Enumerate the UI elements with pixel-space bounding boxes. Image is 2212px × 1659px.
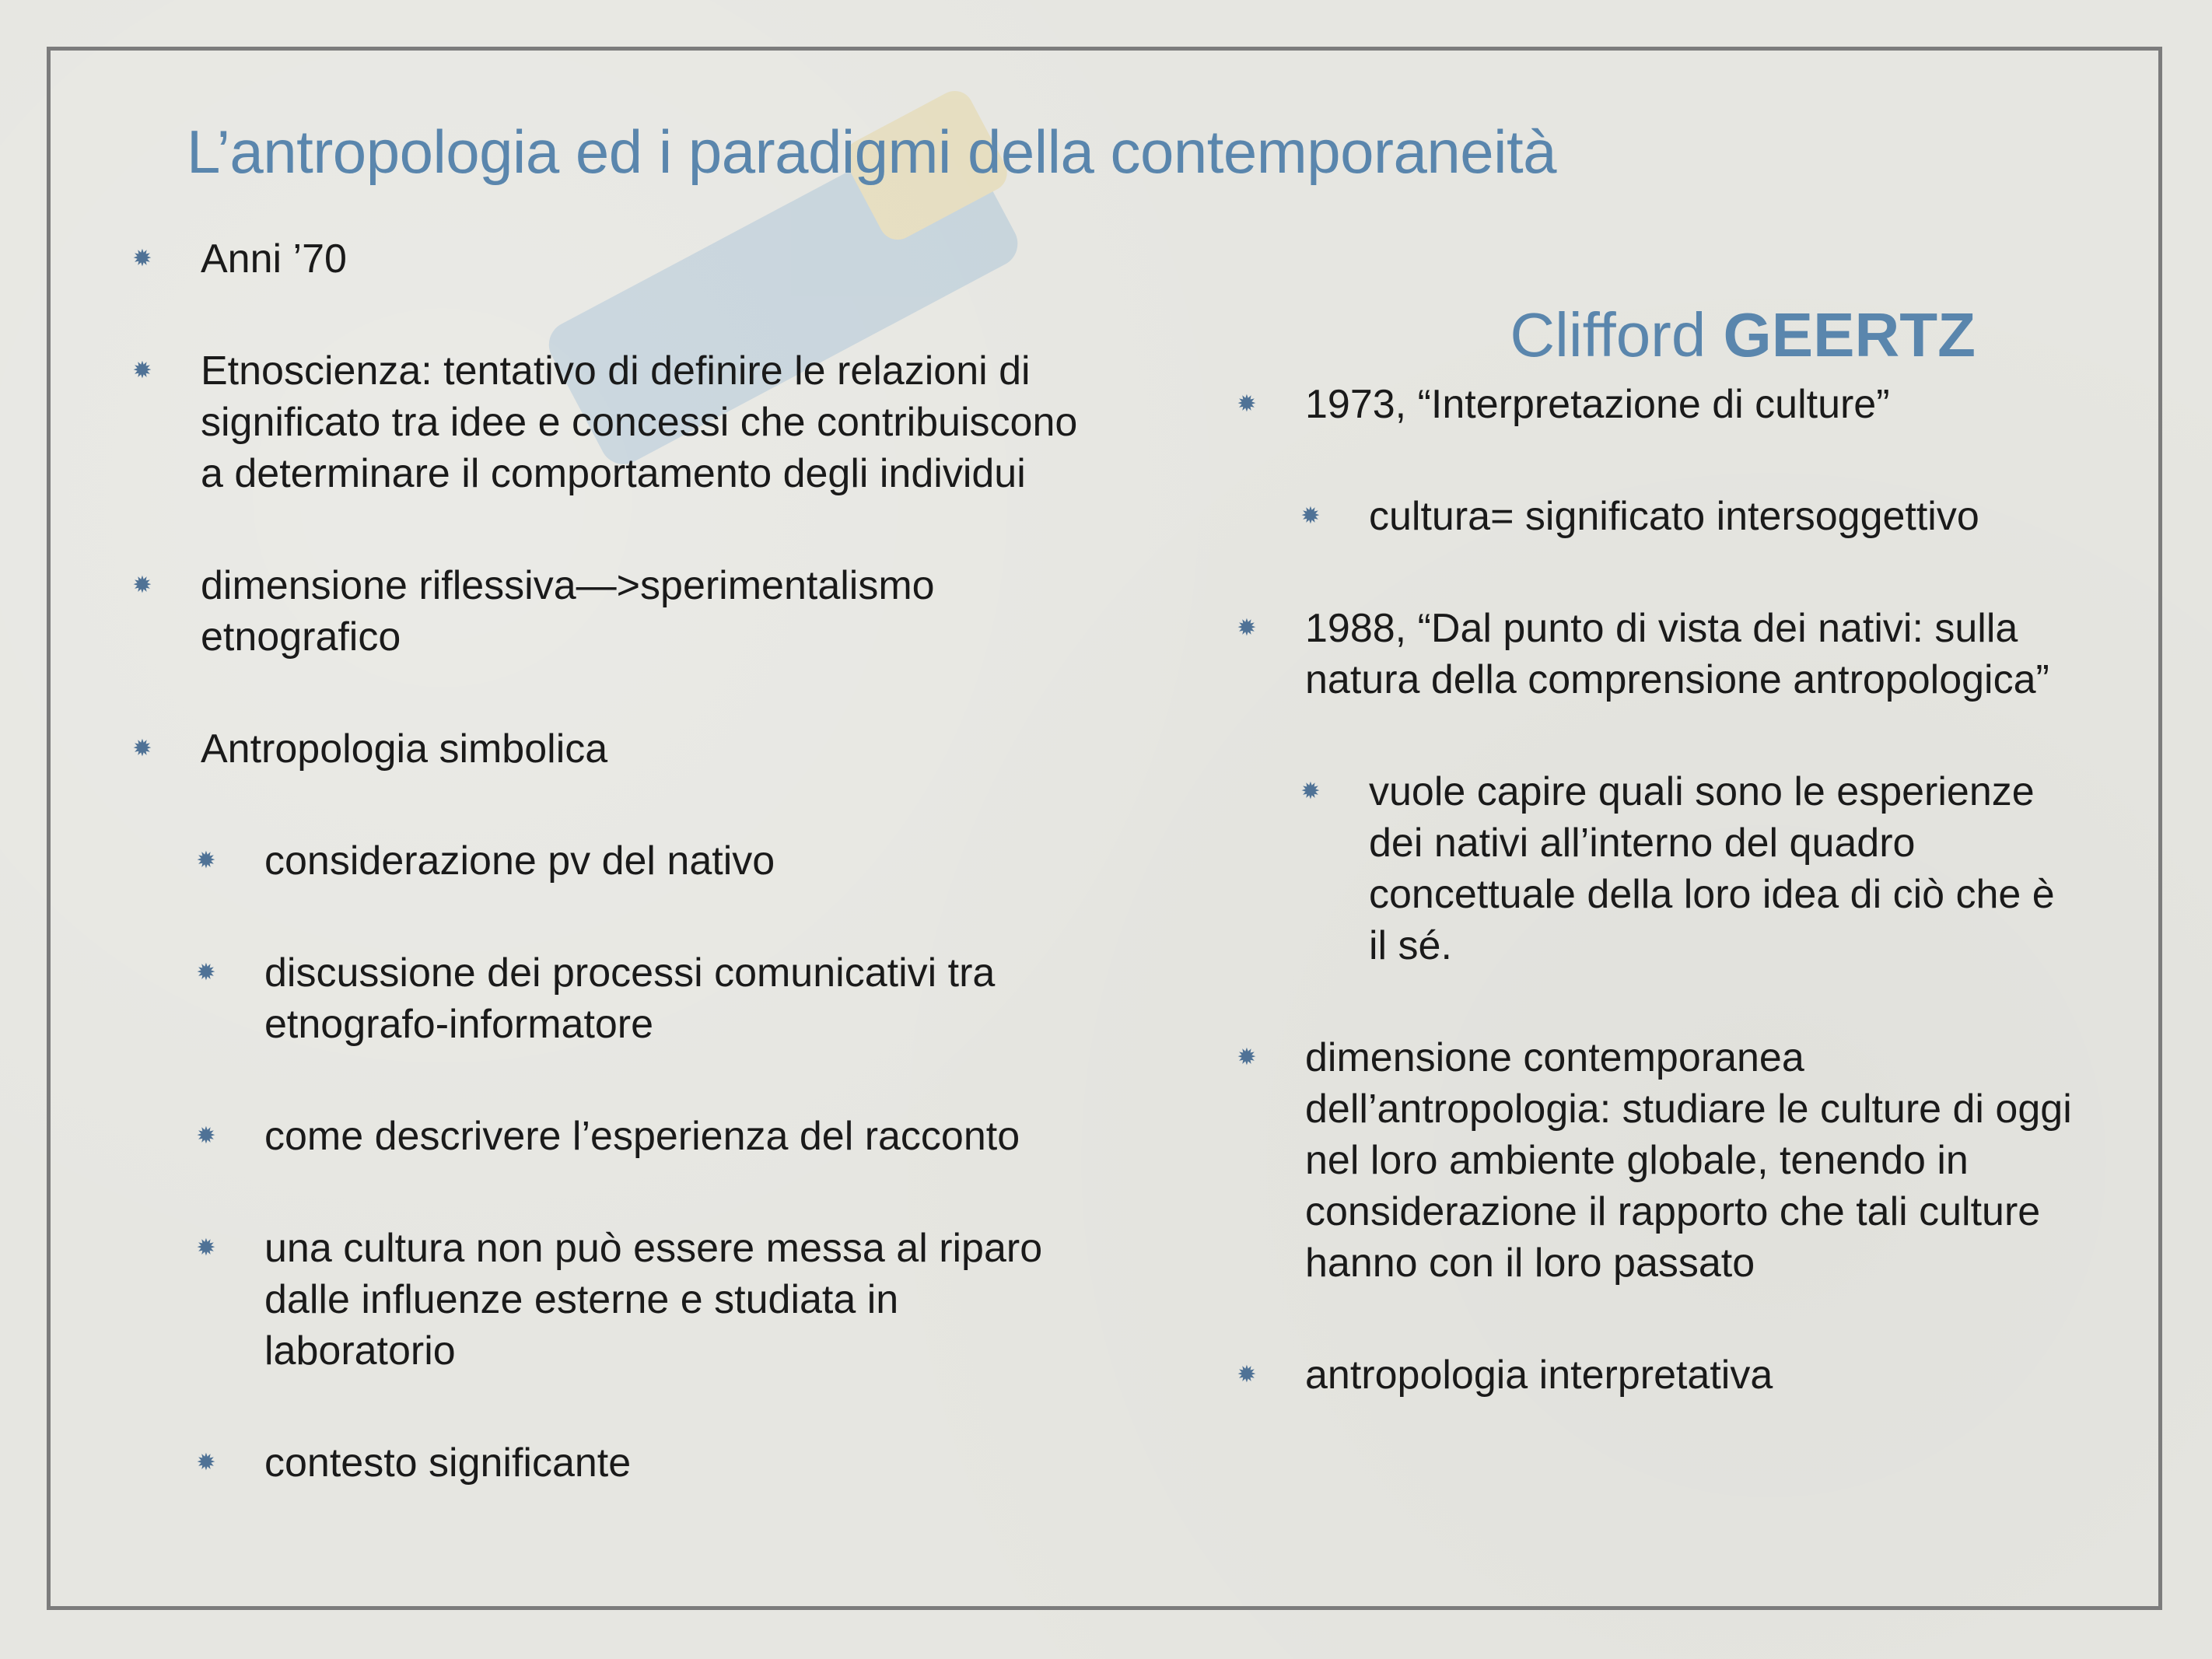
asterisk-bullet-icon: ✹: [132, 736, 152, 761]
asterisk-bullet-icon: ✹: [1300, 503, 1321, 529]
asterisk-bullet-icon: ✹: [196, 1235, 216, 1261]
left-column: [132, 233, 1097, 1489]
list-item-text: dimensione contemporanea dell’antropologia: studiare le culture di oggi nel loro ambiente globale, tenendo in considerazione il rapporto che tali culture hanno con il loro passato: [1305, 1035, 2072, 1286]
asterisk-bullet-icon: ✹: [196, 1450, 216, 1475]
list-item-text: una cultura non può essere messa al riparo dalle influenze esterne e studiata in laboratorio: [264, 1226, 1043, 1374]
list-item: [132, 345, 1097, 499]
asterisk-bullet-icon: ✹: [196, 1123, 216, 1149]
list-item-text: Etnoscienza: tentativo di definire le relazioni di significato tra idee e concessi che contribuiscono a determinare il comportamento degli individui: [201, 348, 1078, 496]
list-item-text: contesto significante: [264, 1440, 632, 1486]
list-item-sub: [1237, 766, 2077, 971]
list-item-sub: [132, 947, 1097, 1050]
list-item: [1237, 1349, 2077, 1401]
asterisk-bullet-icon: ✹: [196, 848, 216, 873]
list-item-text: considerazione pv del nativo: [264, 838, 775, 884]
right-heading: [1237, 299, 1976, 371]
list-item-text: 1988, “Dal punto di vista dei nativi: sulla natura della comprensione antropologica”: [1305, 606, 2049, 702]
list-item: [1237, 379, 2077, 430]
asterisk-bullet-icon: ✹: [1237, 1362, 1257, 1388]
list-item-sub: [132, 1437, 1097, 1489]
list-item-text: Anni ’70: [201, 236, 347, 282]
list-item-text: Antropologia simbolica: [201, 726, 608, 772]
right-column: [1237, 379, 2077, 1401]
list-item-text: dimensione riflessiva—>sperimentalismo etnografico: [201, 563, 935, 660]
list-item-text: antropologia interpretativa: [1305, 1353, 1773, 1398]
list-item-sub: [132, 835, 1097, 887]
list-item: [1237, 603, 2077, 705]
asterisk-bullet-icon: ✹: [1300, 779, 1321, 804]
list-item: [1237, 1032, 2077, 1289]
list-item: [132, 560, 1097, 663]
asterisk-bullet-icon: ✹: [132, 246, 152, 271]
list-item-text: vuole capire quali sono le esperienze dei nativi all’interno del quadro concettuale della loro idea di ciò che è il sé.: [1369, 769, 2055, 968]
list-item-text: 1973, “Interpretazione di culture”: [1305, 382, 1890, 427]
list-item-text: cultura= significato intersoggettivo: [1369, 494, 1979, 539]
list-item-sub: [1237, 491, 2077, 542]
asterisk-bullet-icon: ✹: [132, 572, 152, 598]
asterisk-bullet-icon: ✹: [1237, 1045, 1257, 1070]
right-heading-bold: GEERTZ: [1723, 300, 1976, 369]
slide-title: L’antropologia ed i paradigmi della contemporaneità: [187, 117, 1557, 186]
asterisk-bullet-icon: ✹: [1237, 391, 1257, 417]
asterisk-bullet-icon: ✹: [1237, 615, 1257, 641]
list-item-text: discussione dei processi comunicativi tra etnografo-informatore: [264, 950, 996, 1047]
asterisk-bullet-icon: ✹: [196, 960, 216, 985]
right-heading-light: Clifford: [1510, 300, 1724, 369]
asterisk-bullet-icon: ✹: [132, 358, 152, 383]
list-item: [132, 233, 1097, 285]
list-item-sub: [132, 1111, 1097, 1162]
list-item-sub: [132, 1223, 1097, 1377]
list-item: [132, 723, 1097, 775]
list-item-text: come descrivere l’esperienza del racconto: [264, 1114, 1020, 1159]
